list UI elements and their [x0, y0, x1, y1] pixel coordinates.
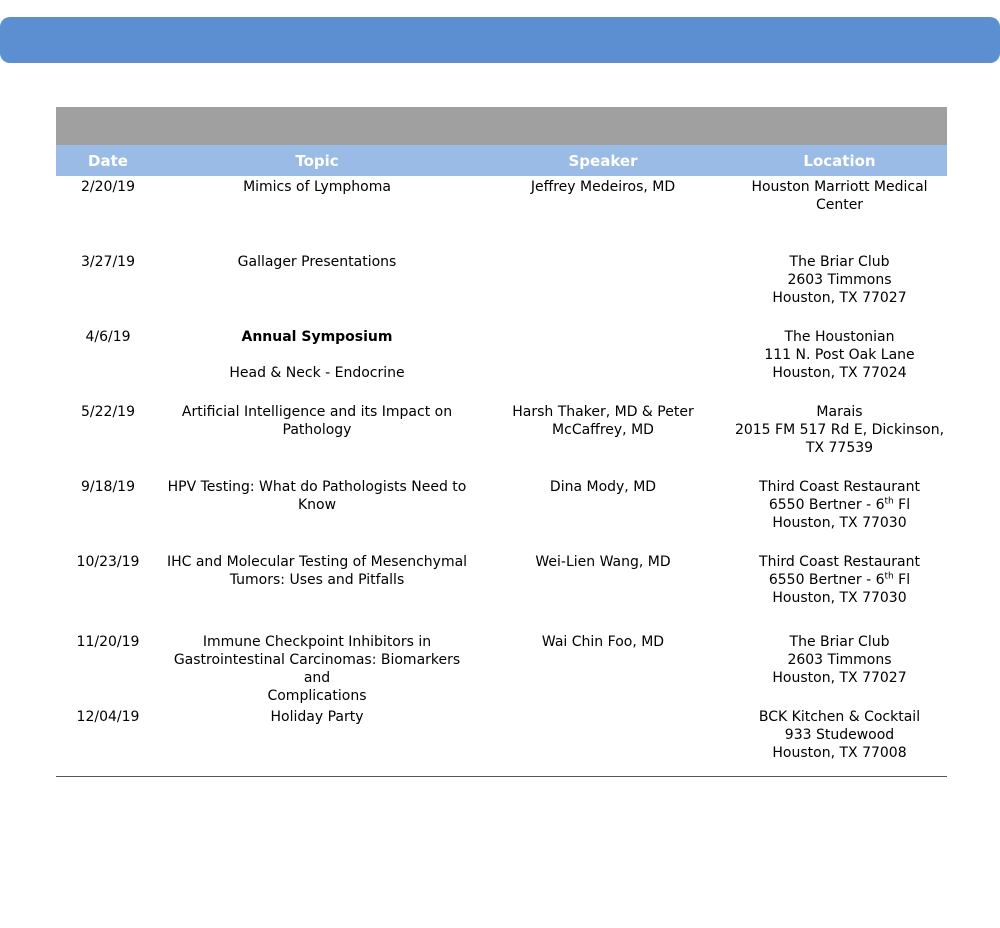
row-date: 9/18/19	[81, 479, 135, 495]
row-location	[732, 178, 947, 253]
location-name: Third Coast Restaurant	[759, 554, 920, 570]
row-speaker	[474, 708, 732, 772]
row-location	[732, 553, 947, 633]
speaker-line: Harsh Thaker, MD & Peter	[512, 404, 694, 420]
topic-line: Immune Checkpoint Inhibitors in	[202, 634, 432, 650]
topic-subtitle: Head & Neck - Endocrine	[229, 365, 405, 381]
topic-line: Complications	[267, 688, 367, 704]
row-speaker	[474, 328, 732, 403]
table-bottom-rule	[56, 776, 947, 777]
topic-line: IHC and Molecular Testing of Mesenchymal	[166, 554, 468, 570]
row-date: 10/23/19	[76, 554, 140, 570]
row-topic	[160, 478, 474, 553]
location-line: Center	[815, 197, 864, 213]
location-name: Third Coast Restaurant	[759, 479, 920, 495]
table-row	[56, 708, 947, 772]
row-date: 2/20/19	[81, 179, 135, 195]
table-row	[56, 633, 947, 708]
location-line: Houston, TX 77008	[772, 745, 907, 761]
location-line: 933 Studewood	[784, 727, 895, 743]
row-date: 11/20/19	[76, 634, 140, 650]
speaker-line: McCaffrey, MD	[552, 422, 654, 438]
location-line: 2603 Timmons	[787, 652, 892, 668]
row-topic: Mimics of Lymphoma	[243, 179, 391, 195]
location-street: 6550 Bertner - 6th Fl	[768, 496, 911, 513]
row-topic: Gallager Presentations	[237, 254, 397, 270]
row-date: 4/6/19	[85, 329, 131, 345]
row-speaker: Wei-Lien Wang, MD	[535, 554, 671, 570]
table-row	[56, 253, 947, 328]
row-topic: Holiday Party	[270, 709, 364, 725]
schedule-table	[56, 107, 947, 772]
header-speaker: Speaker	[568, 151, 638, 170]
topic-line: Gastrointestinal Carcinomas: Biomarkers and	[173, 652, 461, 686]
row-speaker: Jeffrey Medeiros, MD	[530, 179, 676, 195]
row-location	[732, 253, 947, 328]
location-line: Houston, TX 77027	[772, 290, 907, 306]
table-header-row	[56, 145, 947, 176]
table-row	[56, 403, 947, 478]
table-row	[56, 176, 947, 253]
location-line: TX 77539	[805, 440, 874, 456]
location-line: The Briar Club	[789, 634, 890, 650]
row-speaker	[474, 253, 732, 328]
location-line: Houston Marriott Medical	[751, 179, 928, 195]
row-location	[732, 633, 947, 708]
table-title-bar	[56, 107, 947, 145]
row-topic	[160, 328, 474, 403]
header-topic: Topic	[295, 151, 339, 170]
topic-line: Artificial Intelligence and its Impact on	[181, 404, 453, 420]
location-line: BCK Kitchen & Cocktail	[758, 709, 921, 725]
row-speaker	[474, 403, 732, 478]
location-line: 2603 Timmons	[787, 272, 892, 288]
topic-line: Pathology	[282, 422, 352, 438]
location-line: 111 N. Post Oak Lane	[764, 347, 915, 363]
location-line: The Briar Club	[789, 254, 890, 270]
row-speaker: Wai Chin Foo, MD	[541, 634, 665, 650]
row-topic	[160, 553, 474, 633]
location-city: Houston, TX 77030	[772, 515, 907, 531]
location-line: The Houstonian	[784, 329, 895, 345]
topic-line: Know	[297, 497, 337, 513]
table-row	[56, 478, 947, 553]
table-row	[56, 553, 947, 633]
row-date: 12/04/19	[76, 709, 140, 725]
location-line: 2015 FM 517 Rd E, Dickinson,	[734, 422, 945, 438]
location-city: Houston, TX 77030	[772, 590, 907, 606]
row-location	[732, 708, 947, 772]
row-location	[732, 328, 947, 403]
row-topic	[160, 403, 474, 478]
row-location	[732, 478, 947, 553]
row-date: 3/27/19	[81, 254, 135, 270]
header-location: Location	[803, 151, 876, 170]
row-location	[732, 403, 947, 478]
row-date: 5/22/19	[81, 404, 135, 420]
row-speaker: Dina Mody, MD	[549, 479, 657, 495]
table-row	[56, 328, 947, 403]
location-line: Houston, TX 77027	[772, 670, 907, 686]
header-date: Date	[88, 151, 128, 170]
topic-line: Tumors: Uses and Pitfalls	[229, 572, 405, 588]
location-line: Marais	[816, 404, 863, 420]
topic-line: HPV Testing: What do Pathologists Need to	[167, 479, 467, 495]
topic-title: Annual Symposium	[241, 329, 393, 345]
location-line: Houston, TX 77024	[772, 365, 907, 381]
row-topic	[160, 633, 474, 708]
top-banner	[0, 17, 1000, 63]
location-street: 6550 Bertner - 6th Fl	[768, 571, 911, 588]
